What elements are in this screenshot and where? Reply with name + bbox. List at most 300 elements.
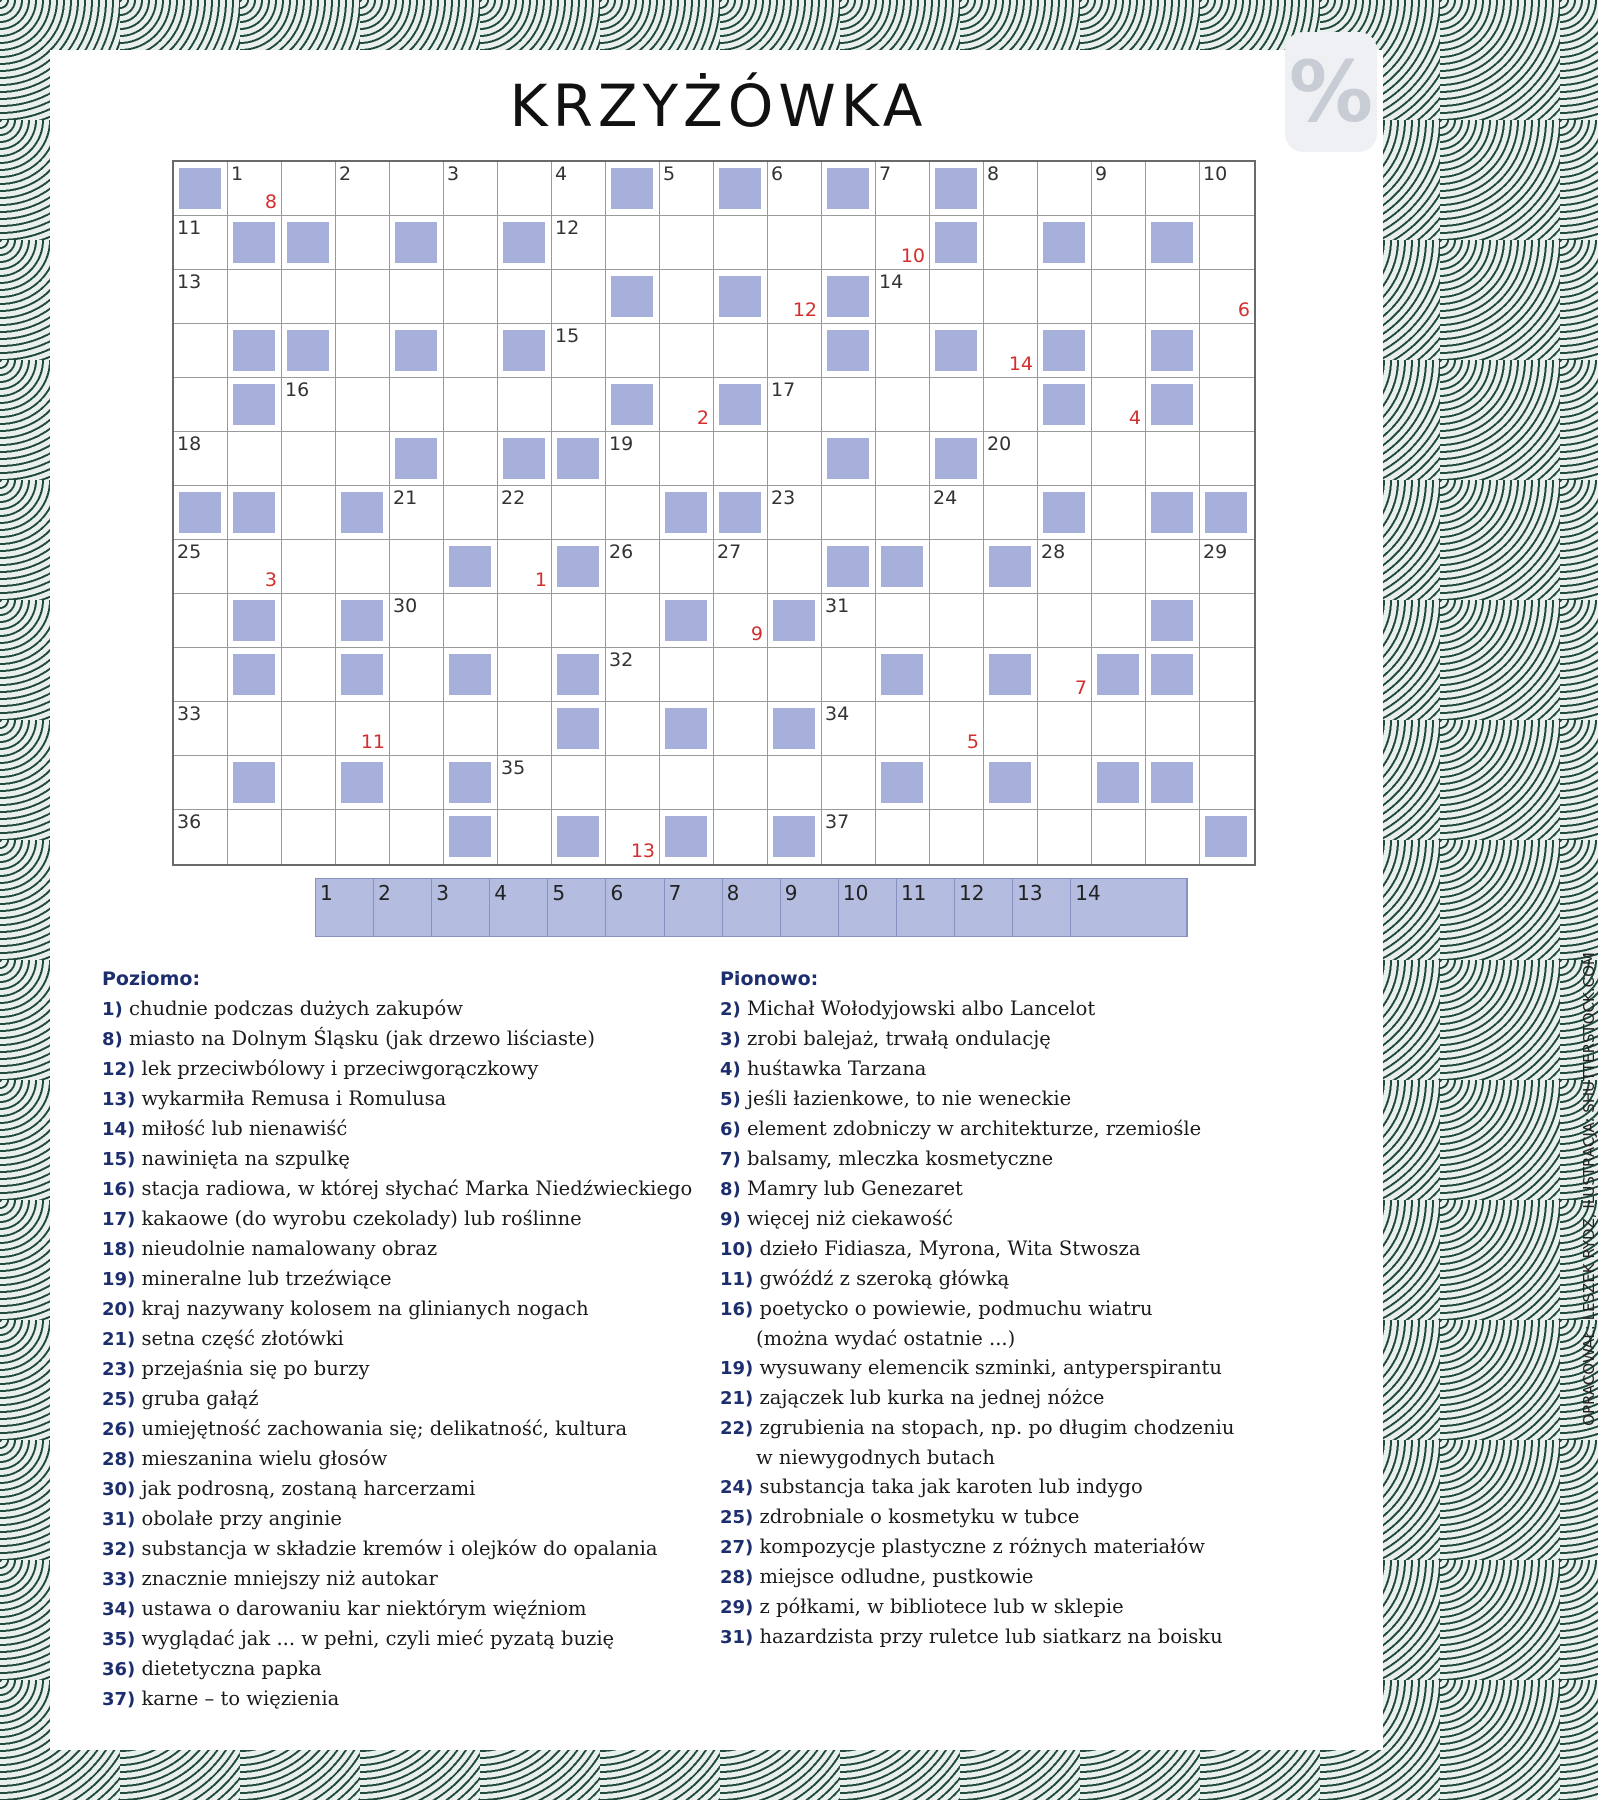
solution-box[interactable]: 12 [955, 879, 1013, 936]
grid-cell[interactable] [660, 324, 714, 378]
solution-box[interactable]: 8 [723, 879, 781, 936]
solution-box[interactable]: 1 [316, 879, 374, 936]
clue-item-number: 1) [102, 999, 123, 1020]
grid-cell[interactable] [768, 378, 822, 432]
grid-cell[interactable] [768, 162, 822, 216]
grid-cell[interactable] [1092, 324, 1146, 378]
grid-cell[interactable] [174, 540, 228, 594]
clue-item-number: 23) [102, 1359, 136, 1380]
grid-cell[interactable] [336, 810, 390, 864]
clue-item [720, 1144, 1234, 1174]
grid-cell[interactable] [606, 540, 660, 594]
shaded-square [341, 492, 383, 533]
grid-cell[interactable] [984, 702, 1038, 756]
grid-cell[interactable] [390, 756, 444, 810]
grid-cell[interactable] [606, 324, 660, 378]
grid-cell[interactable] [930, 594, 984, 648]
grid-cell[interactable] [228, 162, 282, 216]
grid-cell[interactable] [1146, 702, 1200, 756]
grid-cell[interactable] [444, 702, 498, 756]
grid-cell[interactable] [174, 756, 228, 810]
grid-cell[interactable] [1038, 162, 1092, 216]
grid-cell[interactable] [606, 648, 660, 702]
clue-number: 13 [177, 271, 202, 293]
grid-cell[interactable] [174, 324, 228, 378]
grid-cell[interactable] [444, 324, 498, 378]
solution-box[interactable]: 3 [432, 879, 490, 936]
grid-cell[interactable] [444, 270, 498, 324]
clue-number: 6 [771, 163, 784, 185]
grid-block-cell [768, 594, 822, 648]
grid-cell[interactable] [1038, 756, 1092, 810]
grid-cell[interactable] [606, 702, 660, 756]
grid-cell[interactable] [1200, 216, 1254, 270]
clue-item-text: huśtawka Tarzana [746, 1057, 927, 1080]
grid-cell[interactable] [660, 648, 714, 702]
shaded-square [341, 762, 383, 803]
clue-item [720, 1383, 1234, 1413]
shaded-square [449, 546, 491, 587]
grid-cell[interactable] [390, 486, 444, 540]
grid-cell[interactable] [930, 378, 984, 432]
grid-cell[interactable] [1092, 540, 1146, 594]
grid-cell[interactable] [1200, 324, 1254, 378]
grid-cell[interactable] [606, 810, 660, 864]
grid-cell[interactable] [174, 270, 228, 324]
clue-item [720, 1353, 1234, 1383]
clue-item [720, 1622, 1234, 1652]
grid-cell[interactable] [660, 432, 714, 486]
grid-cell[interactable] [1038, 648, 1092, 702]
grid-cell[interactable] [1200, 702, 1254, 756]
grid-cell[interactable] [876, 486, 930, 540]
solution-letter-index: 7 [1074, 677, 1087, 699]
clue-item [720, 1204, 1234, 1234]
grid-cell[interactable] [768, 216, 822, 270]
grid-cell[interactable] [1092, 702, 1146, 756]
grid-cell[interactable] [1038, 594, 1092, 648]
shaded-square [449, 762, 491, 803]
clue-number: 22 [501, 487, 526, 509]
clue-item-number: 33) [102, 1569, 136, 1590]
grid-cell[interactable] [282, 702, 336, 756]
solution-box[interactable]: 13 [1013, 879, 1071, 936]
grid-cell[interactable] [984, 432, 1038, 486]
shaded-square [773, 708, 815, 749]
grid-cell[interactable] [660, 378, 714, 432]
grid-cell[interactable] [1038, 702, 1092, 756]
grid-cell[interactable] [660, 162, 714, 216]
grid-cell[interactable] [390, 270, 444, 324]
grid-cell[interactable] [228, 810, 282, 864]
grid-block-cell [930, 324, 984, 378]
grid-cell[interactable] [390, 702, 444, 756]
grid-cell[interactable] [606, 432, 660, 486]
shaded-square [557, 654, 599, 695]
clue-item [102, 1444, 692, 1474]
clue-item-number: 32) [102, 1539, 136, 1560]
grid-cell[interactable] [930, 486, 984, 540]
grid-cell[interactable] [1092, 432, 1146, 486]
grid-cell[interactable] [984, 378, 1038, 432]
solution-box[interactable]: 4 [490, 879, 548, 936]
grid-cell[interactable] [336, 702, 390, 756]
shaded-square [611, 384, 653, 425]
clue-item-text: setna część złotówki [141, 1327, 344, 1350]
grid-cell[interactable] [768, 432, 822, 486]
shaded-square [1151, 330, 1193, 371]
grid-cell[interactable] [984, 270, 1038, 324]
percent-logo-icon: % [1285, 32, 1377, 152]
clue-number: 15 [555, 325, 580, 347]
clues-across [102, 968, 692, 1714]
grid-cell[interactable] [1038, 810, 1092, 864]
grid-cell[interactable] [822, 756, 876, 810]
clue-number: 16 [285, 379, 310, 401]
grid-cell[interactable] [1200, 162, 1254, 216]
clue-item-number: 10) [720, 1239, 754, 1260]
grid-cell[interactable] [930, 756, 984, 810]
clue-item [720, 1294, 1234, 1353]
credit-line: OPRACOWAŁ: LESZEK RYDZ, ILUSTRACJA: SHUTTERSTOCK.COM [1579, 952, 1598, 1426]
grid-cell[interactable] [444, 378, 498, 432]
clue-item [102, 1204, 692, 1234]
solution-box[interactable]: 10 [839, 879, 897, 936]
grid-cell[interactable] [1200, 378, 1254, 432]
grid-cell[interactable] [444, 594, 498, 648]
clue-item-number: 13) [102, 1089, 136, 1110]
clue-item-text: dzieło Fidiasza, Myrona, Wita Stwosza [759, 1237, 1141, 1260]
grid-cell[interactable] [390, 594, 444, 648]
grid-cell[interactable] [876, 162, 930, 216]
grid-block-cell [822, 324, 876, 378]
grid-cell[interactable] [876, 702, 930, 756]
grid-cell[interactable] [1200, 756, 1254, 810]
grid-cell[interactable] [336, 162, 390, 216]
grid-cell[interactable] [336, 432, 390, 486]
grid-block-cell [228, 216, 282, 270]
grid-cell[interactable] [876, 324, 930, 378]
shaded-square [395, 330, 437, 371]
shaded-square [1151, 762, 1193, 803]
clue-number: 12 [555, 217, 580, 239]
grid-cell[interactable] [606, 756, 660, 810]
grid-block-cell [228, 324, 282, 378]
grid-cell[interactable] [282, 810, 336, 864]
solution-box[interactable]: 2 [374, 879, 432, 936]
grid-cell[interactable] [174, 702, 228, 756]
grid-cell[interactable] [660, 270, 714, 324]
grid-cell[interactable] [606, 594, 660, 648]
grid-cell[interactable] [498, 540, 552, 594]
grid-cell[interactable] [714, 432, 768, 486]
down-heading: Pionowo: [720, 968, 819, 990]
grid-cell[interactable] [228, 270, 282, 324]
grid-cell[interactable] [1200, 648, 1254, 702]
clue-number: 34 [825, 703, 850, 725]
grid-cell[interactable] [390, 540, 444, 594]
grid-cell[interactable] [282, 162, 336, 216]
grid-cell[interactable] [714, 810, 768, 864]
grid-cell[interactable] [1092, 162, 1146, 216]
grid-block-cell [1092, 648, 1146, 702]
clue-item-text: wykarmiła Remusa i Romulusa [141, 1087, 447, 1110]
clue-number: 9 [1095, 163, 1108, 185]
grid-cell[interactable] [282, 540, 336, 594]
shaded-square [827, 330, 869, 371]
solution-letter-index: 11 [360, 731, 385, 753]
grid-cell[interactable] [822, 378, 876, 432]
clue-item-text: gruba gałąź [141, 1387, 259, 1410]
grid-block-cell [1038, 216, 1092, 270]
grid-cell[interactable] [282, 432, 336, 486]
grid-cell[interactable] [876, 432, 930, 486]
grid-cell[interactable] [444, 162, 498, 216]
grid-cell[interactable] [714, 648, 768, 702]
grid-cell[interactable] [768, 648, 822, 702]
clue-item-text: substancja w składzie kremów i olejków do opalania [141, 1537, 658, 1560]
grid-block-cell [498, 324, 552, 378]
clue-item [102, 1534, 692, 1564]
grid-cell[interactable] [1092, 486, 1146, 540]
grid-cell[interactable] [444, 216, 498, 270]
grid-cell[interactable] [174, 216, 228, 270]
grid-cell[interactable] [1092, 810, 1146, 864]
clue-number: 8 [987, 163, 1000, 185]
grid-cell[interactable] [876, 594, 930, 648]
grid-block-cell [714, 378, 768, 432]
grid-cell[interactable] [1146, 270, 1200, 324]
grid-cell[interactable] [768, 486, 822, 540]
shaded-square [1043, 492, 1085, 533]
grid-cell[interactable] [768, 756, 822, 810]
grid-cell[interactable] [498, 702, 552, 756]
grid-cell[interactable] [444, 432, 498, 486]
grid-cell[interactable] [714, 594, 768, 648]
page-title: KRZYŻÓWKA [509, 72, 928, 140]
shaded-square [1097, 654, 1139, 695]
shaded-square [395, 438, 437, 479]
clue-item-number: 7) [720, 1149, 741, 1170]
clue-item [102, 1234, 692, 1264]
grid-cell[interactable] [768, 324, 822, 378]
grid-cell[interactable] [552, 216, 606, 270]
grid-cell[interactable] [174, 648, 228, 702]
clue-item-text: zrobi balejaż, trwałą ondulację [746, 1027, 1051, 1050]
grid-cell[interactable] [174, 810, 228, 864]
grid-cell[interactable] [930, 270, 984, 324]
grid-cell[interactable] [390, 162, 444, 216]
grid-cell[interactable] [336, 324, 390, 378]
shaded-square [989, 762, 1031, 803]
grid-cell[interactable] [498, 810, 552, 864]
grid-cell[interactable] [1200, 594, 1254, 648]
grid-block-cell [1146, 648, 1200, 702]
grid-cell[interactable] [552, 756, 606, 810]
grid-cell[interactable] [282, 594, 336, 648]
grid-cell[interactable] [1038, 432, 1092, 486]
grid-cell[interactable] [822, 594, 876, 648]
grid-cell[interactable] [498, 594, 552, 648]
grid-cell[interactable] [714, 216, 768, 270]
shaded-square [557, 816, 599, 857]
clue-item-number: 20) [102, 1299, 136, 1320]
grid-cell[interactable] [660, 756, 714, 810]
clue-item-text: mineralne lub trzeźwiące [141, 1267, 392, 1290]
shaded-square [233, 330, 275, 371]
grid-cell[interactable] [282, 378, 336, 432]
clue-number: 25 [177, 541, 202, 563]
grid-cell[interactable] [984, 324, 1038, 378]
grid-block-cell [228, 594, 282, 648]
grid-cell[interactable] [390, 378, 444, 432]
grid-cell[interactable] [1092, 594, 1146, 648]
clues-down [720, 968, 1234, 1652]
grid-cell[interactable] [498, 378, 552, 432]
grid-cell[interactable] [498, 756, 552, 810]
grid-cell[interactable] [174, 594, 228, 648]
grid-cell[interactable] [876, 378, 930, 432]
solution-box[interactable]: 5 [548, 879, 606, 936]
clue-item [720, 1054, 1234, 1084]
grid-cell[interactable] [876, 270, 930, 324]
grid-block-cell [444, 756, 498, 810]
grid-cell[interactable] [336, 270, 390, 324]
grid-cell[interactable] [822, 810, 876, 864]
shaded-square [1043, 330, 1085, 371]
clue-item-text: kraj nazywany kolosem na glinianych nogach [141, 1297, 589, 1320]
shaded-square [557, 438, 599, 479]
grid-cell[interactable] [498, 486, 552, 540]
grid-cell[interactable] [714, 324, 768, 378]
clue-item [720, 1472, 1234, 1502]
grid-cell[interactable] [336, 540, 390, 594]
grid-cell[interactable] [1146, 432, 1200, 486]
shaded-square [935, 330, 977, 371]
grid-cell[interactable] [228, 432, 282, 486]
grid-cell[interactable] [444, 486, 498, 540]
solution-box[interactable]: 9 [781, 879, 839, 936]
grid-cell[interactable] [228, 702, 282, 756]
grid-cell[interactable] [714, 702, 768, 756]
grid-cell[interactable] [714, 756, 768, 810]
grid-cell[interactable] [984, 216, 1038, 270]
grid-cell[interactable] [984, 810, 1038, 864]
grid-cell[interactable] [282, 756, 336, 810]
grid-cell[interactable] [498, 648, 552, 702]
grid-cell[interactable] [984, 162, 1038, 216]
grid-cell[interactable] [1200, 270, 1254, 324]
grid-cell[interactable] [1092, 378, 1146, 432]
grid-cell[interactable] [876, 810, 930, 864]
grid-cell[interactable] [552, 324, 606, 378]
grid-cell[interactable] [606, 486, 660, 540]
solution-box[interactable]: 7 [665, 879, 723, 936]
grid-block-cell [336, 594, 390, 648]
grid-cell[interactable] [768, 270, 822, 324]
grid-cell[interactable] [1038, 540, 1092, 594]
grid-cell[interactable] [1146, 540, 1200, 594]
grid-cell[interactable] [498, 270, 552, 324]
grid-cell[interactable] [282, 270, 336, 324]
clue-item-text: wysuwany elemencik szminki, antyperspirantu [759, 1356, 1222, 1379]
grid-cell[interactable] [1038, 270, 1092, 324]
grid-cell[interactable] [336, 216, 390, 270]
grid-cell[interactable] [552, 594, 606, 648]
grid-cell[interactable] [282, 648, 336, 702]
clue-item [102, 1474, 692, 1504]
grid-cell[interactable] [1092, 216, 1146, 270]
grid-cell[interactable] [930, 648, 984, 702]
grid-cell[interactable] [822, 648, 876, 702]
grid-cell[interactable] [282, 486, 336, 540]
grid-block-cell [282, 324, 336, 378]
grid-cell[interactable] [822, 486, 876, 540]
grid-cell[interactable] [930, 702, 984, 756]
grid-cell[interactable] [876, 216, 930, 270]
clue-item-number: 15) [102, 1149, 136, 1170]
grid-cell[interactable] [228, 540, 282, 594]
grid-block-cell [660, 594, 714, 648]
grid-cell[interactable] [768, 540, 822, 594]
grid-cell[interactable] [1146, 810, 1200, 864]
grid-cell[interactable] [660, 216, 714, 270]
grid-block-cell [498, 432, 552, 486]
solution-box[interactable]: 6 [606, 879, 664, 936]
solution-letter-index: 4 [1128, 407, 1141, 429]
grid-cell[interactable] [1146, 162, 1200, 216]
grid-cell[interactable] [1200, 540, 1254, 594]
grid-cell[interactable] [552, 486, 606, 540]
solution-box[interactable]: 14 [1071, 879, 1129, 936]
grid-block-cell [390, 216, 444, 270]
solution-letter-index: 5 [966, 731, 979, 753]
shaded-square [989, 546, 1031, 587]
grid-cell[interactable] [822, 216, 876, 270]
clue-item-text: nawinięta na szpulkę [141, 1147, 350, 1170]
shaded-square [827, 168, 869, 209]
clue-item-number: 16) [720, 1299, 754, 1320]
clue-item [720, 1562, 1234, 1592]
grid-cell[interactable] [714, 540, 768, 594]
grid-cell[interactable] [174, 432, 228, 486]
clue-item-text: karne – to więzienia [141, 1687, 340, 1710]
grid-block-cell [822, 162, 876, 216]
grid-cell[interactable] [606, 216, 660, 270]
shaded-square [449, 816, 491, 857]
grid-cell[interactable] [336, 378, 390, 432]
grid-cell[interactable] [660, 540, 714, 594]
grid-cell[interactable] [1092, 270, 1146, 324]
grid-cell[interactable] [552, 162, 606, 216]
grid-cell[interactable] [390, 648, 444, 702]
grid-cell[interactable] [822, 702, 876, 756]
solution-box[interactable]: 11 [897, 879, 955, 936]
grid-cell[interactable] [984, 486, 1038, 540]
grid-cell[interactable] [930, 540, 984, 594]
grid-cell[interactable] [552, 270, 606, 324]
grid-block-cell [1146, 756, 1200, 810]
grid-cell[interactable] [930, 810, 984, 864]
grid-cell[interactable] [498, 162, 552, 216]
grid-cell[interactable] [1200, 432, 1254, 486]
grid-cell[interactable] [174, 378, 228, 432]
grid-cell[interactable] [984, 594, 1038, 648]
grid-cell[interactable] [552, 378, 606, 432]
grid-block-cell [876, 756, 930, 810]
clue-number: 5 [663, 163, 676, 185]
grid-cell[interactable] [390, 810, 444, 864]
